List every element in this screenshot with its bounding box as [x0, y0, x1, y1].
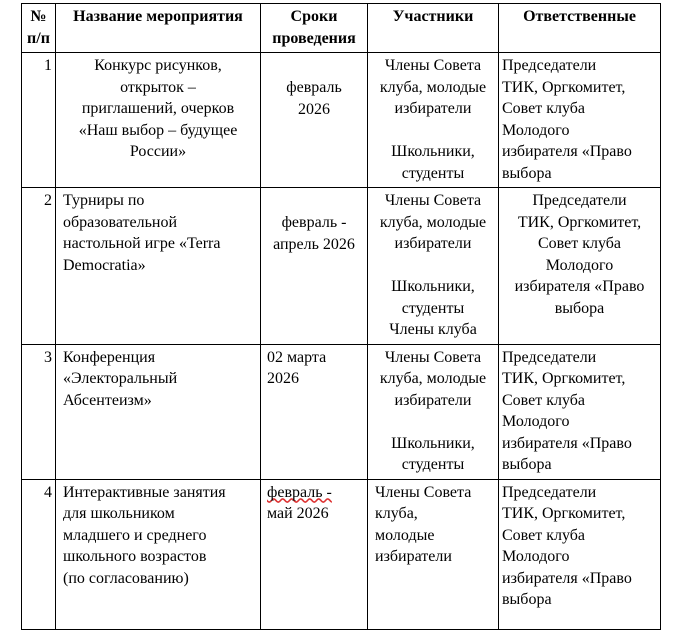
- event-dates: 02 марта 2026: [261, 344, 368, 479]
- event-participants: Члены Совета клуба, молодые избиратели: [368, 479, 499, 629]
- event-responsible: Председатели ТИК, Оргкомитет, Совет клуба Молодого избирателя «Право выбора: [499, 53, 661, 188]
- header-participants: Участники: [368, 4, 499, 53]
- event-responsible: Председатели ТИК, Оргкомитет, Совет клуба Молодого избирателя «Право выбора: [499, 344, 661, 479]
- table-row: [22, 479, 661, 629]
- row-number: 2: [22, 188, 56, 345]
- row-number: 3: [22, 344, 56, 479]
- table-row: [22, 53, 661, 188]
- header-num: № п/п: [22, 4, 56, 53]
- event-participants: Члены Совета клуба, молодые избиратели Школьники, студенты: [368, 344, 499, 479]
- event-name: Конкурс рисунков, открыток – приглашений, очерков «Наш выбор – будущее России»: [56, 53, 261, 188]
- header-dates: Сроки проведения: [261, 4, 368, 53]
- event-participants: Члены Совета клуба, молодые избиратели Школьники, студенты: [368, 53, 499, 188]
- event-participants: Члены Совета клуба, молодые избиратели Школьники, студенты Члены клуба: [368, 188, 499, 345]
- table-row: [22, 344, 661, 479]
- event-responsible: Председатели ТИК, Оргкомитет, Совет клуба Молодого избирателя «Право выбора: [499, 188, 661, 345]
- event-dates: февраль - апрель 2026: [261, 188, 368, 345]
- event-dates: февраль 2026: [261, 53, 368, 188]
- event-name: Турниры по образовательной настольной игре «Terra Democratia»: [56, 188, 261, 345]
- events-table: [21, 3, 661, 630]
- event-dates: февраль - май 2026: [261, 479, 368, 629]
- row-number: 1: [22, 53, 56, 188]
- row-number: 4: [22, 479, 56, 629]
- header-responsible: Ответственные: [499, 4, 661, 53]
- header-name: Название мероприятия: [56, 4, 261, 53]
- header-row: [22, 4, 661, 53]
- event-name: Интерактивные занятия для школьником младшего и среднего школьного возрастов (по согласованию): [56, 479, 261, 629]
- event-responsible: Председатели ТИК, Оргкомитет, Совет клуба Молодого избирателя «Право выбора: [499, 479, 661, 629]
- event-name: Конференция «Электоральный Абсентеизм»: [56, 344, 261, 479]
- table-row: [22, 188, 661, 345]
